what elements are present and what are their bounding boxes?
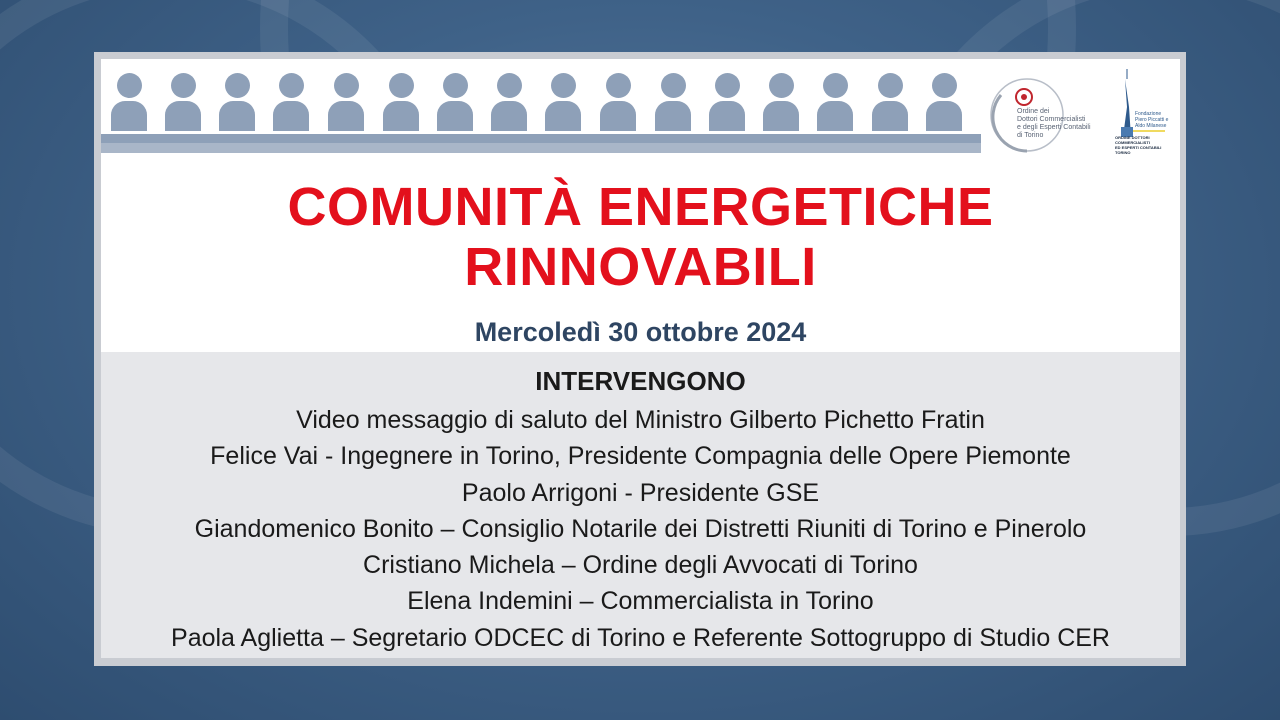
person-icon — [110, 73, 148, 133]
event-title-line: RINNOVABILI — [464, 237, 817, 297]
person-icon — [544, 73, 582, 133]
person-icon — [327, 73, 365, 133]
speaker-line: Cristiano Michela – Ordine degli Avvocati di Torino — [363, 551, 918, 580]
logo-text-line: Ordine dei — [1017, 108, 1050, 115]
person-icon — [925, 73, 963, 133]
card-header — [101, 59, 1180, 352]
person-icon — [599, 73, 637, 133]
person-icon — [654, 73, 692, 133]
event-title — [101, 177, 1180, 297]
speaker-line: Paola Aglietta – Segretario ODCEC di Torino e Referente Sottogruppo di Studio CER — [171, 623, 1110, 652]
logo-text-line: COMMERCIALISTI — [1115, 140, 1150, 145]
logo-text-line: ORDINE DOTTORI — [1115, 135, 1150, 140]
speakers-heading: INTERVENGONO — [535, 366, 746, 396]
logo-text-line: Aldo Milanese — [1135, 123, 1167, 129]
person-icon — [490, 73, 528, 133]
logo-text-line: ED ESPERTI CONTABILI — [1115, 145, 1162, 150]
person-icon — [164, 73, 202, 133]
person-icon — [272, 73, 310, 133]
person-icon — [762, 73, 800, 133]
person-icon — [436, 73, 474, 133]
person-icon — [871, 73, 909, 133]
audience-bar-lower — [101, 143, 981, 153]
person-icon — [382, 73, 420, 133]
speaker-line: Paolo Arrigoni - Presidente GSE — [461, 478, 820, 507]
odcec-torino-logo — [989, 75, 1099, 155]
event-title-line: COMUNITÀ ENERGETICHE — [287, 177, 994, 237]
logo-text-line: Fondazione — [1135, 111, 1162, 117]
speakers-list — [101, 402, 1180, 656]
person-icon — [708, 73, 746, 133]
logo-text-line: TORINO — [1115, 150, 1131, 155]
person-icon — [816, 73, 854, 133]
logo-text-line: di Torino — [1017, 132, 1044, 139]
audience-illustration — [101, 59, 981, 159]
speaker-line: Video messaggio di saluto del Ministro Gilberto Pichetto Fratin — [296, 406, 985, 434]
event-card — [94, 52, 1186, 666]
audience-bar — [101, 134, 981, 143]
speaker-line: Giandomenico Bonito – Consiglio Notarile dei Distretti Riuniti di Torino e Pinerolo — [194, 514, 1087, 543]
speakers-panel — [101, 352, 1180, 658]
logo-text-line: Dottori Commercialisti — [1017, 116, 1086, 123]
fondazione-logo — [1113, 67, 1173, 157]
speaker-line: Elena Indemini – Commercialista in Torino — [407, 587, 874, 616]
logo-text-line: e degli Esperti Contabili — [1017, 124, 1091, 131]
speaker-line: Felice Vai - Ingegnere in Torino, Presidente Compagnia delle Opere Piemonte — [210, 442, 1071, 471]
logo-text-line: Piero Piccatti e — [1135, 117, 1169, 123]
person-icon — [218, 73, 256, 133]
event-date: Mercoledì 30 ottobre 2024 — [474, 317, 807, 347]
